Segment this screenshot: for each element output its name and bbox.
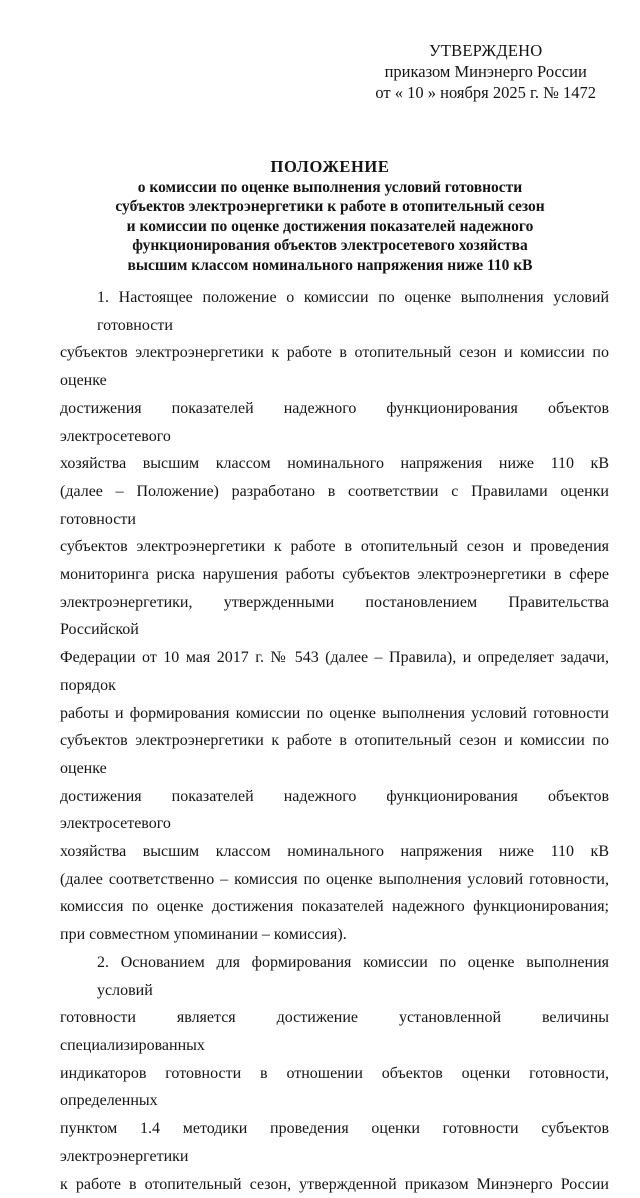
text-line: 2. Основанием для формирования комиссии по оценке выполнения условий: [60, 949, 609, 1004]
text-line: хозяйства высшим классом номинального напряжения ниже 110 кВ: [60, 838, 609, 866]
document-title-block: [60, 157, 600, 276]
text-line: комиссия по оценке достижения показателей надежного функционирования;: [60, 893, 609, 921]
document-body: [60, 284, 609, 1198]
document-subtitle-line: высшим классом номинального напряжения ниже 110 кВ: [60, 256, 600, 276]
text-line: достижения показателей надежного функционирования объектов электросетевого: [60, 783, 609, 838]
text-line: субъектов электроэнергетики к работе в отопительный сезон и комиссии по оценке: [60, 727, 609, 782]
text-line: (далее соответственно – комиссия по оценке выполнения условий готовности,: [60, 866, 609, 894]
text-line: (далее – Положение) разработано в соответствии с Правилами оценки готовности: [60, 478, 609, 533]
text-line: хозяйства высшим классом номинального напряжения ниже 110 кВ: [60, 450, 609, 478]
approval-order-line: приказом Минэнерго России: [375, 61, 596, 82]
text-line: Федерации от 10 мая 2017 г. № 543 (далее – Правила), и определяет задачи, порядок: [60, 644, 609, 699]
text-line: к работе в отопительный сезон, утвержденной приказом Минэнерго России: [60, 1171, 609, 1198]
document-heading: ПОЛОЖЕНИЕ: [60, 157, 600, 177]
document-subtitle-line: и комиссии по оценке достижения показателей надежного: [60, 217, 600, 237]
document-subtitle-line: функционирования объектов электросетевого хозяйства: [60, 236, 600, 256]
approval-date-line: от « 10 » ноября 2025 г. № 1472: [375, 82, 596, 103]
text-line: субъектов электроэнергетики к работе в отопительный сезон и проведения: [60, 533, 609, 561]
text-line: 1. Настоящее положение о комиссии по оценке выполнения условий готовности: [60, 284, 609, 339]
paragraph-1: [60, 284, 609, 949]
approval-stamp: [375, 40, 596, 103]
text-line: работы и формирования комиссии по оценке выполнения условий готовности: [60, 700, 609, 728]
document-subtitle-line: о комиссии по оценке выполнения условий готовности: [60, 178, 600, 198]
text-line: пунктом 1.4 методики проведения оценки готовности субъектов электроэнергетики: [60, 1115, 609, 1170]
text-line: электроэнергетики, утвержденными постановлением Правительства Российской: [60, 589, 609, 644]
document-subtitle-line: субъектов электроэнергетики к работе в отопительный сезон: [60, 197, 600, 217]
text-line: индикаторов готовности в отношении объектов оценки готовности, определенных: [60, 1060, 609, 1115]
text-line: мониторинга риска нарушения работы субъектов электроэнергетики в сфере: [60, 561, 609, 589]
text-line: готовности является достижение установленной величины специализированных: [60, 1004, 609, 1059]
text-line: достижения показателей надежного функционирования объектов электросетевого: [60, 395, 609, 450]
text-line: субъектов электроэнергетики к работе в отопительный сезон и комиссии по оценке: [60, 339, 609, 394]
approval-title: УТВЕРЖДЕНО: [375, 40, 596, 61]
text-line: при совместном упоминании – комиссия).: [60, 921, 609, 949]
paragraph-2: [60, 949, 609, 1198]
